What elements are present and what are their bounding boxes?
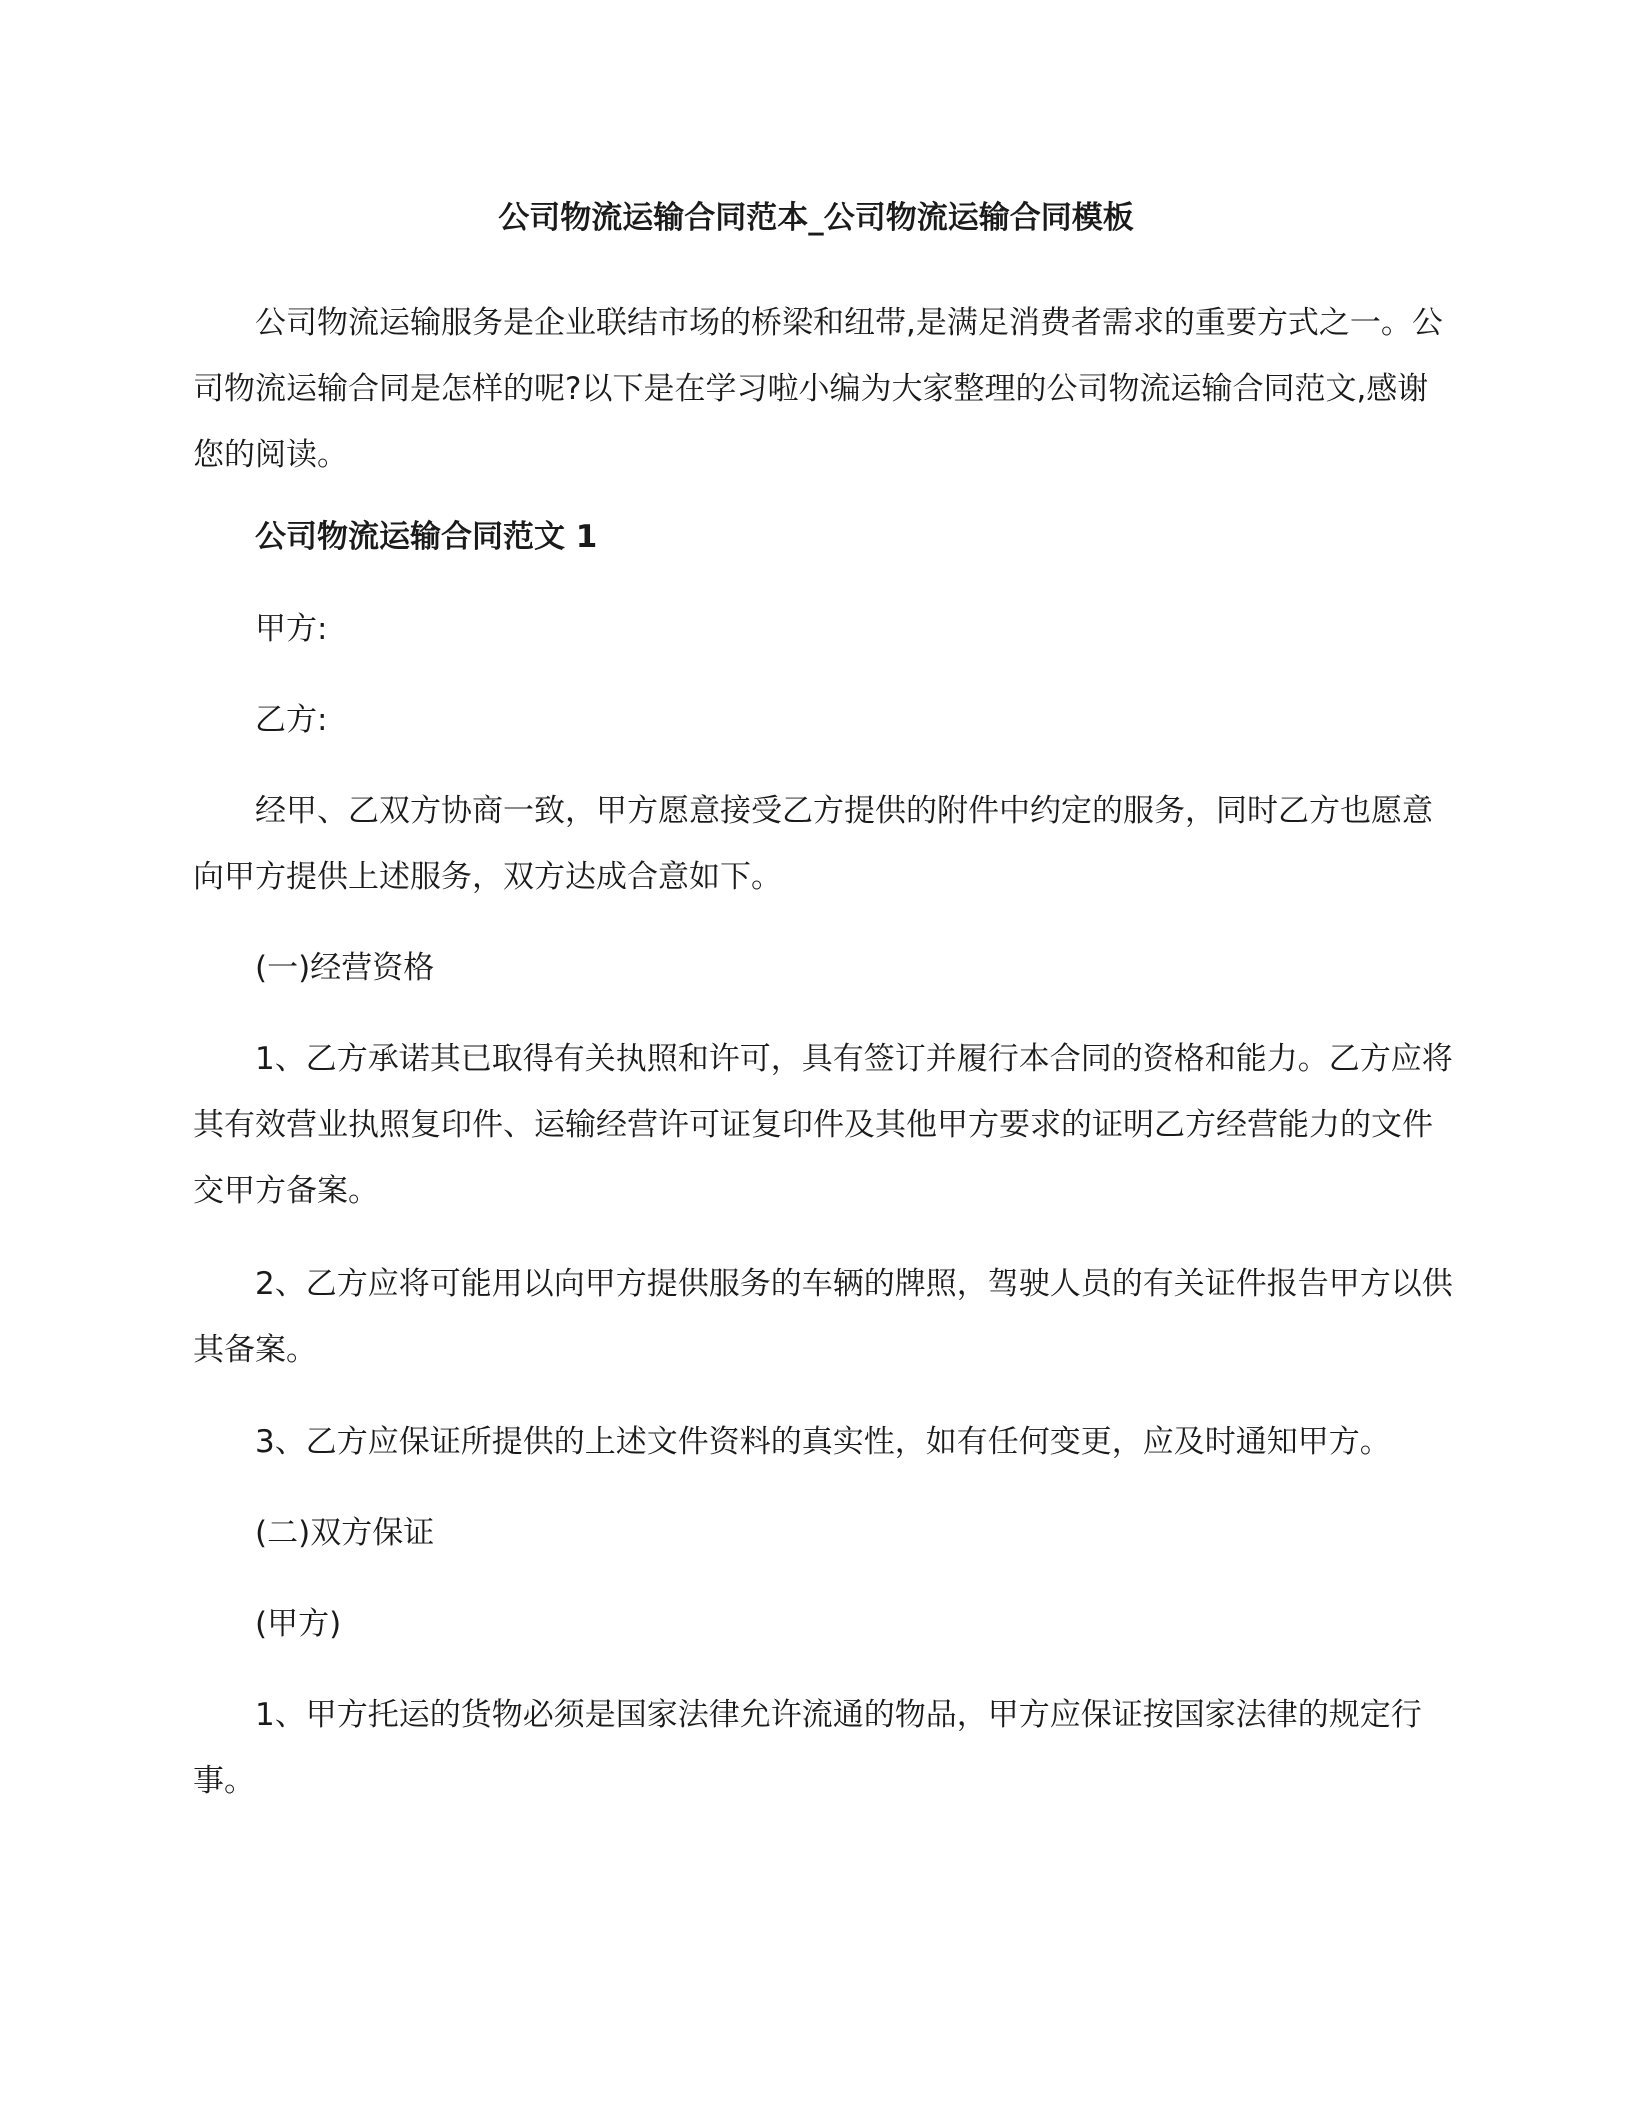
- clause-item: 1、甲方托运的货物必须是国家法律允许流通的物品，甲方应保证按国家法律的规定行事。: [193, 1697, 1422, 1799]
- clause-heading-qualification: (一)经营资格: [255, 950, 435, 986]
- intro-paragraph: 公司物流运输服务是企业联结市场的桥梁和纽带,是满足消费者需求的重要方式之一。公司物流运输合同是怎样的呢?以下是在学习啦小编为大家整理的公司物流运输合同范文,感谢您的阅读。: [193, 305, 1443, 473]
- document-title: 公司物流运输合同范本_公司物流运输合同模板: [498, 200, 1134, 236]
- party-a-line: 甲方:: [255, 611, 328, 647]
- clause-item: 2、乙方应将可能用以向甲方提供服务的车辆的牌照，驾驶人员的有关证件报告甲方以供其备案。: [193, 1266, 1453, 1368]
- section-heading: 公司物流运输合同范文 1: [255, 519, 598, 555]
- clause-heading-guarantee: (二)双方保证: [255, 1515, 435, 1551]
- sub-heading-party-a: (甲方): [255, 1606, 342, 1642]
- clause-item: 3、乙方应保证所提供的上述文件资料的真实性，如有任何变更，应及时通知甲方。: [255, 1424, 1391, 1460]
- clause-item: 1、乙方承诺其已取得有关执照和许可，具有签订并履行本合同的资格和能力。乙方应将其有效营业执照复印件、运输经营许可证复印件及其他甲方要求的证明乙方经营能力的文件交甲方备案。: [193, 1041, 1453, 1209]
- party-b-line: 乙方:: [255, 702, 328, 738]
- agreement-paragraph: 经甲、乙双方协商一致，甲方愿意接受乙方提供的附件中约定的服务，同时乙方也愿意向甲方提供上述服务，双方达成合意如下。: [193, 793, 1433, 895]
